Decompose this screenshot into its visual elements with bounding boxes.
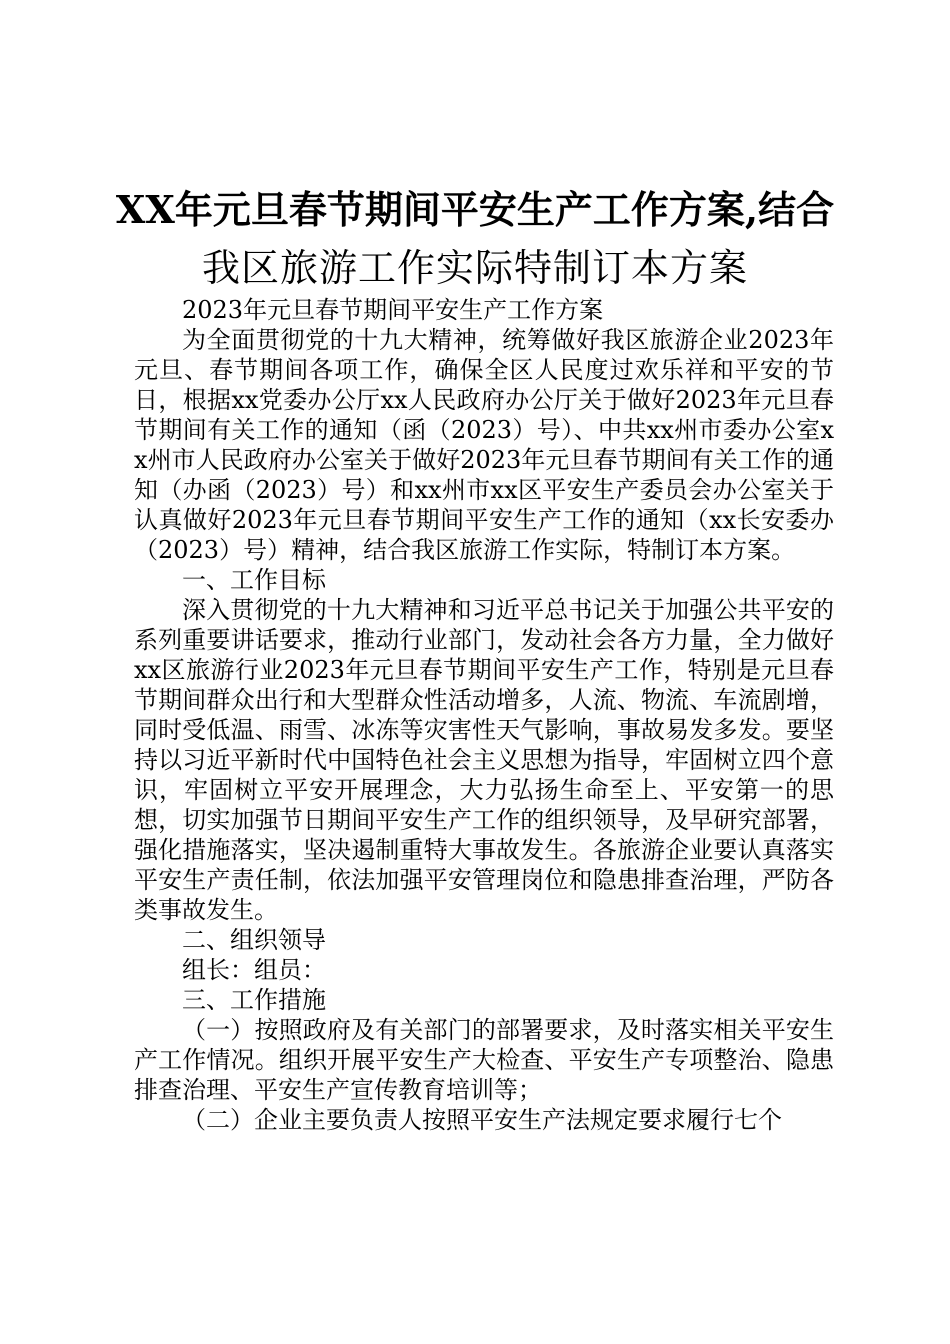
section-2-members: 组长：组员： xyxy=(182,956,326,984)
measure-1-paragraph: （一）按照政府及有关部门的部署要求，及时落实相关平安生产工作情况。组织开展平安生产大检查、平安生产专项整治、隐患排查治理、平安生产宣传教育培训等； xyxy=(134,1016,834,1104)
measure-2-paragraph: （二）企业主要负责人按照平安生产法规定要求履行七个 xyxy=(182,1106,782,1134)
intro-paragraph: 为全面贯彻党的十九大精神，统筹做好我区旅游企业2023年元旦、春节期间各项工作，确保全区人民度过欢乐祥和平安的节日，根据xx党委办公厅xx人民政府办公厅关于做好2023年元旦春节期间有关工作的通知（函（2023）号）、中共xx州市委办公室xx州市人民政府办公室关于做好2023年元旦春节期间有关工作的通知（办函（2023）号）和xx州市xx区平安生产委员会办公室关于认真做好2023年元旦春节期间平安生产工作的通知（xx长安委办（2023）号）精神，结合我区旅游工作实际，特制订本方案。 xyxy=(134,326,834,564)
section-3-heading: 三、工作措施 xyxy=(182,986,326,1014)
document-subtitle: 2023年元旦春节期间平安生产工作方案 xyxy=(182,296,604,324)
section-1-heading: 一、工作目标 xyxy=(182,566,326,594)
section-1-paragraph: 深入贯彻党的十九大精神和习近平总书记关于加强公共平安的系列重要讲话要求，推动行业部门，发动社会各方力量，全力做好xx区旅游行业2023年元旦春节期间平安生产工作，特别是元旦春节期间群众出行和大型群众性活动增多，人流、物流、车流剧增，同时受低温、雨雪、冰冻等灾害性天气影响，事故易发多发。要坚持以习近平新时代中国特色社会主义思想为指导，牢固树立四个意识，牢固树立平安开展理念，大力弘扬生命至上、平安第一的思想，切实加强节日期间平安生产工作的组织领导，及早研究部署，强化措施落实，坚决遏制重特大事故发生。各旅游企业要认真落实平安生产责任制，依法加强平安管理岗位和隐患排查治理，严防各类事故发生。 xyxy=(134,596,834,924)
section-2-heading: 二、组织领导 xyxy=(182,926,326,954)
document-title-line-2: 我区旅游工作实际特制订本方案 xyxy=(201,246,748,290)
document-title-line-1: XX年元旦春节期间平安生产工作方案,结合 xyxy=(115,187,835,232)
document-body xyxy=(134,295,834,1135)
